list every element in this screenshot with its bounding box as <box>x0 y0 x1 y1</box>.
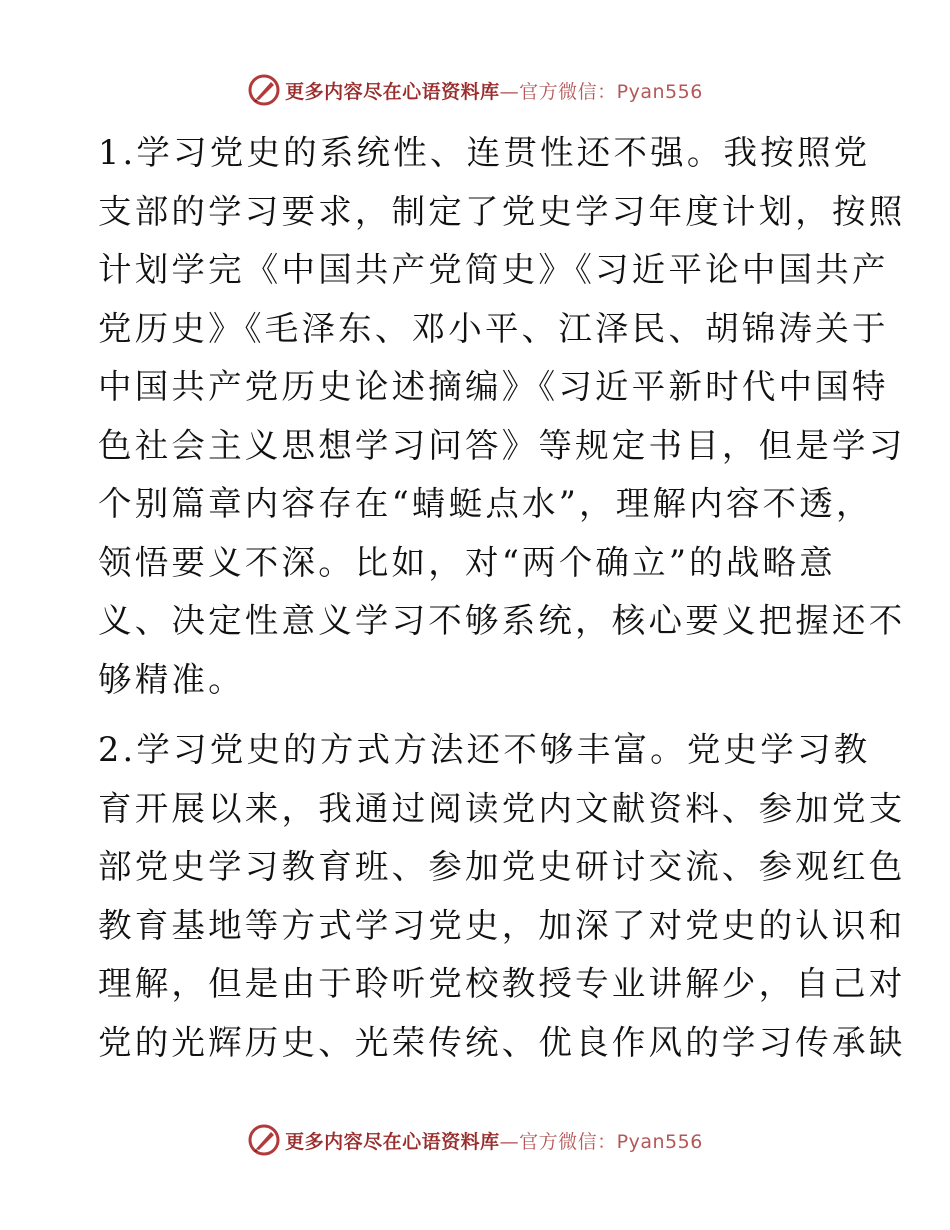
text-line: 教育基地等方式学习党史，加深了对党史的认识和 <box>98 905 906 945</box>
text-line: 理解，但是由于聆听党校教授专业讲解少，自己对 <box>98 964 906 1003</box>
header-banner <box>0 70 950 110</box>
text-line: 2.学习党史的方式方法还不够丰富。党史学习教 <box>98 730 871 769</box>
text-line: 计划学完《中国共产党简史》《习近平论中国共产 <box>98 250 889 289</box>
banner-prefix: 更多内容尽在心语资料库 <box>285 80 500 103</box>
document-body <box>98 124 906 1084</box>
banner-contact: 官方微信：Pyan556 <box>519 80 703 103</box>
text-line: 育开展以来，我通过阅读党内文献资料、参加党支 <box>98 788 906 828</box>
footer-banner <box>0 1120 950 1160</box>
quill-logo-icon <box>247 73 281 107</box>
text-line: 中国共产党历史论述摘编》《习近平新时代中国特 <box>98 367 889 406</box>
banner-separator: — <box>499 80 520 103</box>
text-line: 党历史》《毛泽东、邓小平、江泽民、胡锦涛关于 <box>98 308 889 348</box>
banner-prefix: 更多内容尽在心语资料库 <box>285 1130 500 1153</box>
banner-separator: — <box>499 1130 520 1153</box>
text-line: 党的光辉历史、光荣传统、优良作风的学习传承缺 <box>98 1022 906 1062</box>
banner-text <box>285 1127 703 1154</box>
text-line: 色社会主义思想学习问答》等规定书目，但是学习 <box>98 425 906 465</box>
text-line: 够精准。 <box>98 659 245 699</box>
text-line: 个别篇章内容存在“蜻蜓点水”，理解内容不透， <box>98 484 873 523</box>
paragraph-1 <box>98 124 906 709</box>
text-line: 部党史学习教育班、参加党史研讨交流、参观红色 <box>98 847 906 886</box>
text-line: 领悟要义不深。比如，对“两个确立”的战略意 <box>98 542 836 582</box>
text-line: 1.学习党史的系统性、连贯性还不强。我按照党 <box>98 133 871 172</box>
banner-text <box>285 77 703 104</box>
banner-contact: 官方微信：Pyan556 <box>519 1130 703 1153</box>
paragraph-2 <box>98 721 906 1072</box>
text-line: 义、决定性意义学习不够系统，核心要义把握还不 <box>98 601 906 640</box>
text-line: 支部的学习要求，制定了党史学习年度计划，按照 <box>98 191 906 231</box>
quill-logo-icon <box>247 1123 281 1157</box>
